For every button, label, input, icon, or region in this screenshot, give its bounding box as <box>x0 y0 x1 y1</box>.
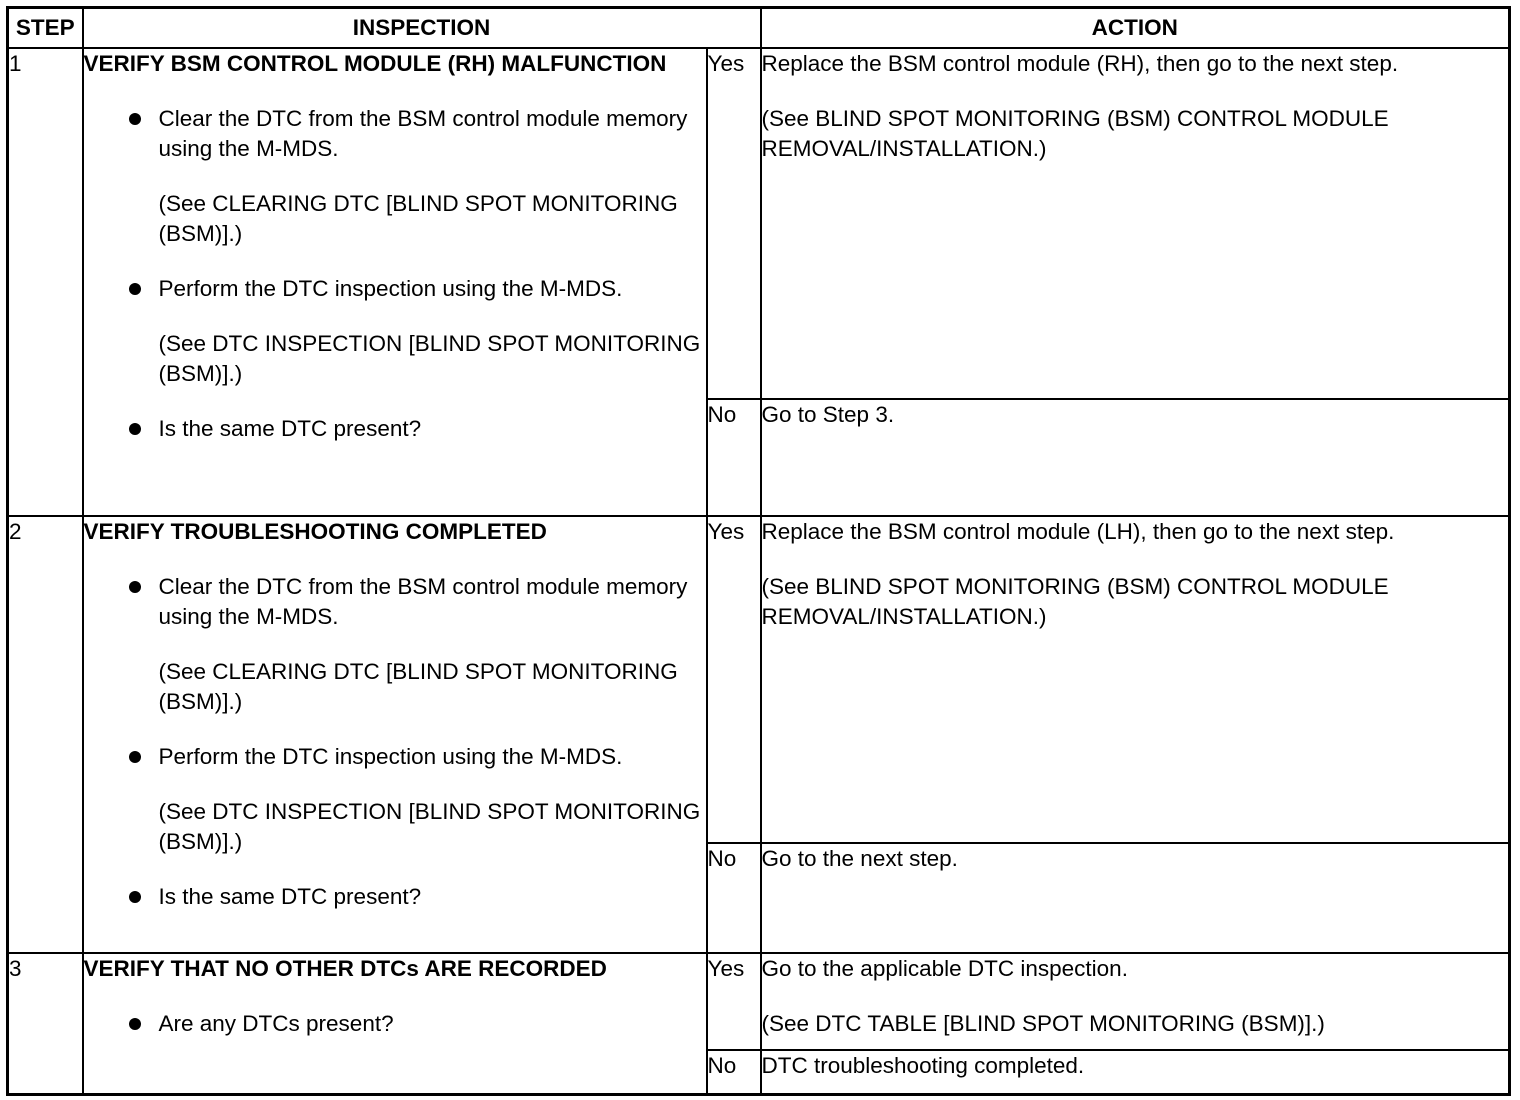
header-step: STEP <box>8 8 83 49</box>
reference-text: (See DTC INSPECTION [BLIND SPOT MONITORING (BSM)].) <box>158 799 701 854</box>
step-title: VERIFY TROUBLESHOOTING COMPLETED <box>83 519 547 544</box>
bullet-item: Are any DTCs present? <box>84 1009 706 1039</box>
step-row-1-yes <box>8 48 1510 399</box>
reference-text: (See CLEARING DTC [BLIND SPOT MONITORING (BSM)].) <box>158 191 678 246</box>
yes-action: Replace the BSM control module (LH), then go to the next step. (See BLIND SPOT MONITORING (BSM) CONTROL MODULE REMOVAL/INSTALLATION.) <box>761 516 1510 843</box>
yes-label: Yes <box>707 516 761 843</box>
yes-action: Go to the applicable DTC inspection. (See DTC TABLE [BLIND SPOT MONITORING (BSM)].) <box>761 953 1510 1050</box>
reference-text: (See BLIND SPOT MONITORING (BSM) CONTROL MODULE REMOVAL/INSTALLATION.) <box>761 574 1389 629</box>
bullet-item: Is the same DTC present? <box>84 882 706 912</box>
yes-label: Yes <box>707 48 761 399</box>
reference-text: (See DTC TABLE [BLIND SPOT MONITORING (BSM)].) <box>761 1011 1325 1036</box>
yes-action: Replace the BSM control module (RH), then go to the next step. (See BLIND SPOT MONITORING (BSM) CONTROL MODULE REMOVAL/INSTALLATION.) <box>761 48 1510 399</box>
troubleshooting-table <box>6 6 1511 1096</box>
header-inspection: INSPECTION <box>83 8 761 49</box>
bullet-item: Perform the DTC inspection using the M-MDS. (See DTC INSPECTION [BLIND SPOT MONITORING (BSM)].) <box>84 742 706 857</box>
bullet-dot-icon <box>129 423 141 435</box>
no-action: DTC troubleshooting completed. <box>761 1050 1510 1094</box>
inspection-cell <box>83 516 707 953</box>
bullet-item: Clear the DTC from the BSM control module memory using the M-MDS. (See CLEARING DTC [BLIND SPOT MONITORING (BSM)].) <box>84 104 706 249</box>
reference-text: (See BLIND SPOT MONITORING (BSM) CONTROL MODULE REMOVAL/INSTALLATION.) <box>761 106 1389 161</box>
header-row <box>8 8 1510 49</box>
no-action: Go to the next step. <box>761 843 1510 953</box>
no-label: No <box>707 399 761 516</box>
step-number: 2 <box>8 516 83 953</box>
bullet-dot-icon <box>129 113 141 125</box>
bullet-item: Perform the DTC inspection using the M-MDS. (See DTC INSPECTION [BLIND SPOT MONITORING (BSM)].) <box>84 274 706 389</box>
bullet-dot-icon <box>129 751 141 763</box>
no-label: No <box>707 1050 761 1094</box>
bullet-dot-icon <box>129 283 141 295</box>
reference-text: (See CLEARING DTC [BLIND SPOT MONITORING (BSM)].) <box>158 659 678 714</box>
step-row-3-yes <box>8 953 1510 1050</box>
step-title: VERIFY THAT NO OTHER DTCs ARE RECORDED <box>83 956 607 981</box>
inspection-cell <box>83 953 707 1094</box>
yes-label: Yes <box>707 953 761 1050</box>
bullet-dot-icon <box>129 1018 141 1030</box>
bullet-list <box>84 1009 706 1039</box>
bullet-item: Is the same DTC present? <box>84 414 706 444</box>
step-number: 3 <box>8 953 83 1094</box>
bullet-list <box>84 572 706 912</box>
bullet-dot-icon <box>129 581 141 593</box>
step-number: 1 <box>8 48 83 516</box>
step-row-2-yes <box>8 516 1510 843</box>
no-label: No <box>707 843 761 953</box>
no-action: Go to Step 3. <box>761 399 1510 516</box>
bullet-list <box>84 104 706 444</box>
bullet-item: Clear the DTC from the BSM control module memory using the M-MDS. (See CLEARING DTC [BLIND SPOT MONITORING (BSM)].) <box>84 572 706 717</box>
header-action: ACTION <box>761 8 1510 49</box>
bullet-dot-icon <box>129 891 141 903</box>
reference-text: (See DTC INSPECTION [BLIND SPOT MONITORING (BSM)].) <box>158 331 701 386</box>
step-title: VERIFY BSM CONTROL MODULE (RH) MALFUNCTION <box>83 51 667 76</box>
inspection-cell <box>83 48 707 516</box>
